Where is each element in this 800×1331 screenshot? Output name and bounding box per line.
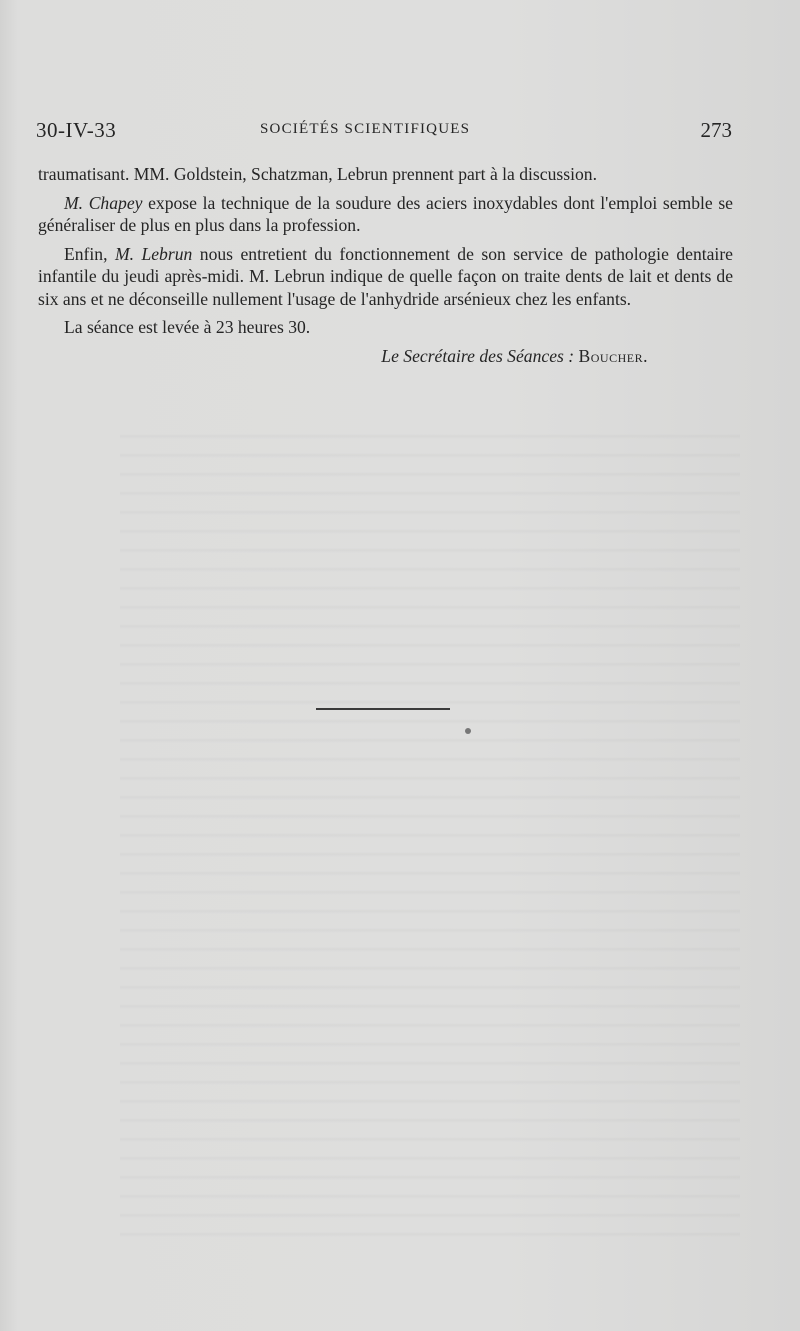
- paragraph-lebrun: [38, 243, 733, 311]
- speaker-name: M. Lebrun: [114, 243, 193, 264]
- paragraph-text: expose la technique de la soudure des aciers inoxydables dont l'emploi semble se généraliser de plus en plus dans la profession.: [38, 192, 733, 235]
- header-date: 30-IV-33: [36, 118, 117, 142]
- signature-separator: :: [563, 345, 579, 366]
- signature-line: [38, 345, 733, 368]
- paragraph-text: nous entretient du fonctionnement de son service de pathologie dentaire infantile du jeudi après-midi. M. Lebrun indique de quelle façon on traite dents de lait et dents de six ans et ne déconseille nullement l'usage de l'anhydride arsénieux chez les enfants.: [38, 243, 733, 309]
- paragraph-lead: Enfin,: [64, 243, 115, 264]
- ink-speck: [465, 728, 471, 734]
- article-body: [38, 163, 733, 367]
- paragraph-chapey: [38, 192, 733, 237]
- signature-title: Le Secrétaire des Séances: [381, 345, 564, 366]
- paragraph-discussion: traumatisant. MM. Goldstein, Schatzman, Lebrun prennent part à la discussion.: [38, 164, 597, 184]
- running-header: [36, 118, 736, 148]
- page-number: 273: [700, 118, 732, 142]
- show-through-text: [120, 420, 740, 1240]
- header-section-title: SOCIÉTÉS SCIENTIFIQUES: [260, 121, 471, 137]
- section-divider: [316, 708, 450, 710]
- paragraph-closing: La séance est levée à 23 heures 30.: [64, 317, 311, 337]
- speaker-name: M. Chapey: [64, 192, 143, 213]
- signature-name: Boucher.: [578, 345, 648, 366]
